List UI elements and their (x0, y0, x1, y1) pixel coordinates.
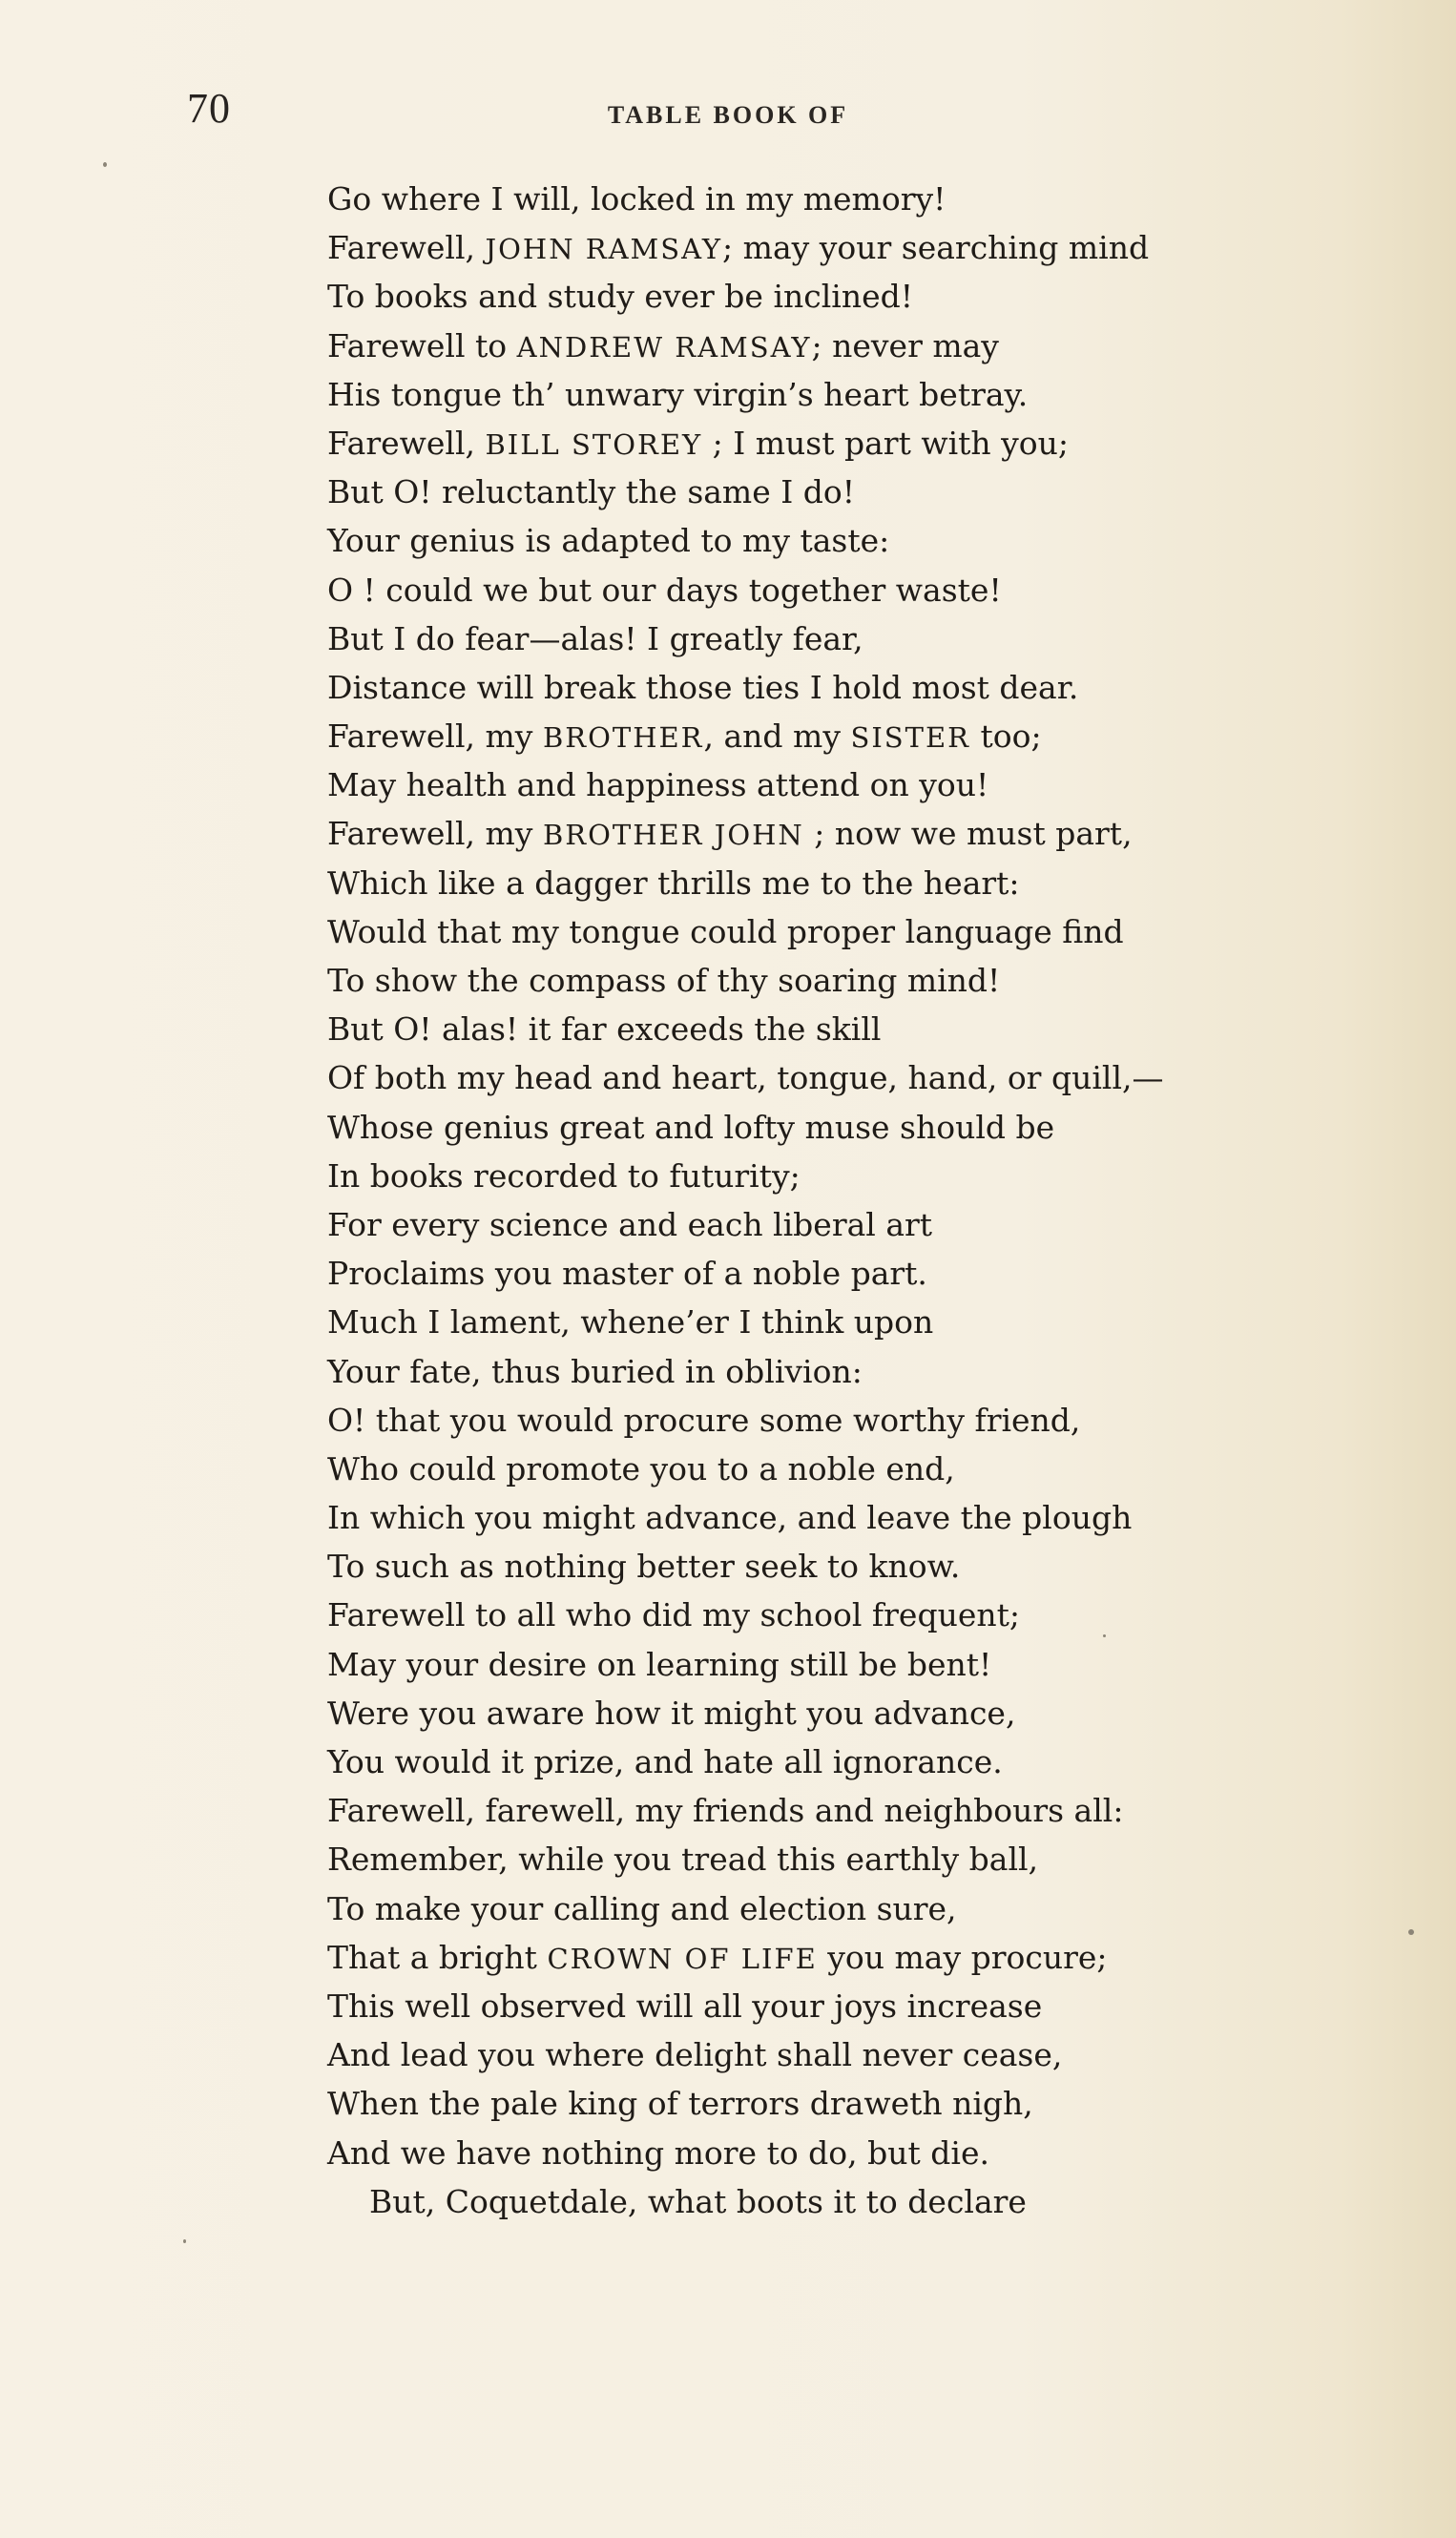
poem-line (327, 1835, 1339, 1883)
name-small-caps: BILL STOREY (485, 427, 703, 461)
line-text: That a bright (327, 1938, 548, 1976)
paper-speck (1408, 1929, 1414, 1935)
line-text: Much I lament, whene’er I think upon (327, 1303, 934, 1342)
poem-line (327, 468, 1339, 516)
poem-line (327, 809, 1339, 858)
poem-line (327, 1689, 1339, 1737)
poem-line (327, 1152, 1339, 1200)
line-text: But O! alas! it far exceeds the skill (327, 1010, 882, 1049)
poem-line (327, 2129, 1339, 2177)
line-text: But I do fear—alas! I greatly fear, (327, 619, 863, 657)
poem-line (327, 859, 1339, 907)
line-text: Remember, while you tread this earthly ball, (327, 1841, 1039, 1879)
poem-line (327, 516, 1339, 565)
line-text: ; may your searching mind (722, 229, 1150, 267)
name-small-caps: JOHN RAMSAY (485, 233, 723, 266)
line-text: May your desire on learning still be bent! (327, 1645, 992, 1683)
line-text: O! that you would procure some worthy friend, (327, 1401, 1081, 1439)
line-text: Your genius is adapted to my taste: (327, 522, 890, 560)
poem-line (327, 1542, 1339, 1591)
line-text: Farewell to (327, 326, 517, 364)
line-text: Farewell, (327, 229, 486, 267)
poem-line (327, 1445, 1339, 1493)
line-text: Which like a dagger thrills me to the heart: (327, 863, 1020, 902)
paper-speck (103, 162, 107, 167)
line-text: Of both my head and heart, tongue, hand, or quill,— (327, 1059, 1164, 1097)
name-small-caps: BROTHER JOHN (542, 819, 804, 852)
line-text: But, Coquetdale, what boots it to declare (369, 2182, 1027, 2220)
poem-line (327, 566, 1339, 614)
line-text: Distance will break those ties I hold most dear. (327, 668, 1079, 706)
line-text: In books recorded to futurity; (327, 1156, 801, 1195)
poem-line (327, 1933, 1339, 1982)
poem-line (327, 370, 1339, 419)
poem-line (327, 2177, 1339, 2226)
line-text: Farewell, my (327, 718, 543, 756)
poem-line (327, 223, 1339, 272)
line-text: To show the compass of thy soaring mind! (327, 962, 1001, 999)
name-small-caps: CROWN OF LIFE (547, 1942, 818, 1975)
line-text: Whose genius great and lofty muse should be (327, 1108, 1055, 1146)
line-text: Farewell, (327, 424, 486, 462)
poem-line (327, 1200, 1339, 1249)
paper-speck (183, 2239, 186, 2243)
line-text: When the pale king of terrors draweth nigh, (327, 2085, 1033, 2123)
poem-line (327, 1640, 1339, 1689)
poem-line (327, 760, 1339, 809)
line-text: O ! could we but our days together waste! (327, 571, 1002, 609)
line-text: ; now we must part, (803, 815, 1133, 853)
poem-line (327, 175, 1339, 223)
line-text: Proclaims you master of a noble part. (327, 1255, 927, 1293)
poem-line (327, 2079, 1339, 2128)
name-small-caps: BROTHER (542, 721, 704, 755)
line-text: You would it prize, and hate all ignorance. (327, 1743, 1003, 1780)
line-text: you may procure; (817, 1938, 1108, 1976)
paper-speck (1103, 1634, 1106, 1637)
poem-line (327, 1591, 1339, 1639)
poem-line (327, 1103, 1339, 1152)
poem-line (327, 663, 1339, 712)
line-text: And we have nothing more to do, but die. (327, 2133, 989, 2172)
line-text: , and my (703, 718, 851, 756)
name-small-caps: SISTER (850, 721, 970, 755)
line-text: Farewell, farewell, my friends and neighbours all: (327, 1792, 1124, 1830)
page-number: 70 (187, 85, 231, 132)
line-text: To such as nothing better seek to know. (327, 1548, 961, 1586)
name-small-caps: ANDREW RAMSAY (516, 330, 812, 364)
poem-line (327, 1347, 1339, 1396)
line-text: ; I must part with you; (702, 424, 1070, 462)
line-text: Would that my tongue could proper language find (327, 912, 1124, 950)
poem-line (327, 614, 1339, 663)
poem-line (327, 1493, 1339, 1542)
poem-line (327, 956, 1339, 1005)
line-text: But O! reluctantly the same I do! (327, 473, 856, 511)
poem-line (327, 322, 1339, 370)
poem-line (327, 1298, 1339, 1346)
poem-line (327, 1884, 1339, 1933)
line-text: This well observed will all your joys increase (327, 1987, 1043, 2025)
poem-line (327, 1737, 1339, 1786)
poem-line (327, 1982, 1339, 2030)
poem-line (327, 1249, 1339, 1298)
poem-line (327, 419, 1339, 468)
line-text: For every science and each liberal art (327, 1205, 933, 1243)
poem-line (327, 1005, 1339, 1053)
line-text: To make your calling and election sure, (327, 1889, 957, 1927)
line-text: ; never may (811, 326, 999, 364)
poem-line (327, 2030, 1339, 2079)
poem-line (327, 1786, 1339, 1835)
line-text: Go where I will, locked in my memory! (327, 180, 946, 218)
line-text: Your fate, thus buried in oblivion: (327, 1352, 863, 1390)
line-text: And lead you where delight shall never cease, (327, 2036, 1063, 2074)
line-text: Farewell, my (327, 815, 543, 853)
line-text: In which you might advance, and leave the plough (327, 1499, 1133, 1537)
line-text: To books and study ever be inclined! (327, 278, 914, 316)
poem-line (327, 1396, 1339, 1445)
poem-line (327, 1053, 1339, 1102)
line-text: Who could promote you to a noble end, (327, 1449, 955, 1487)
poem-text (327, 175, 1339, 2226)
running-title: TABLE BOOK OF (607, 101, 849, 129)
poem-line (327, 712, 1339, 760)
poem-line (327, 272, 1339, 321)
line-text: too; (970, 718, 1042, 756)
poem-line (327, 907, 1339, 956)
line-text: Were you aware how it might you advance, (327, 1694, 1016, 1732)
line-text: May health and happiness attend on you! (327, 766, 989, 804)
line-text: Farewell to all who did my school frequent; (327, 1596, 1020, 1634)
line-text: His tongue th’ unwary virgin’s heart betray. (327, 375, 1029, 413)
